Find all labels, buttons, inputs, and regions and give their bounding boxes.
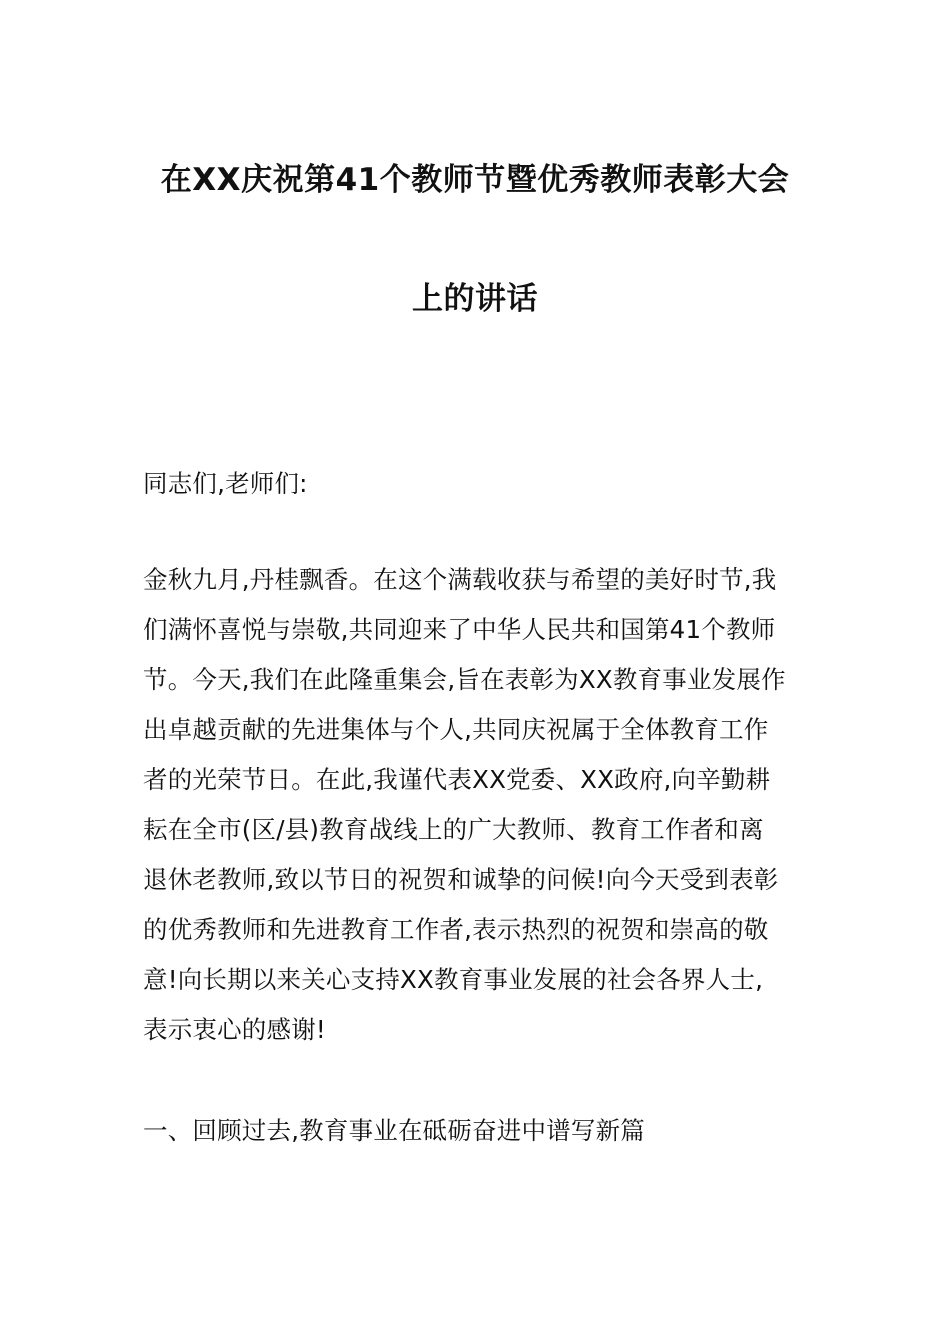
paragraph-line: 者的光荣节日。在此,我谨代表XX党委、XX政府,向辛勤耕 bbox=[143, 765, 771, 794]
paragraph-line: 节。今天,我们在此隆重集会,旨在表彰为XX教育事业发展作 bbox=[143, 665, 786, 694]
section-heading: 一、回顾过去,教育事业在砥砺奋进中谱写新篇 bbox=[143, 1116, 645, 1145]
salutation: 同志们,老师们: bbox=[143, 469, 308, 498]
paragraph-line: 们满怀喜悦与崇敬,共同迎来了中华人民共和国第41个教师 bbox=[143, 615, 776, 644]
paragraph-line: 的优秀教师和先进教育工作者,表示热烈的祝贺和崇高的敬 bbox=[143, 915, 769, 944]
paragraph-line: 退休老教师,致以节日的祝贺和诚挚的问候!向今天受到表彰 bbox=[143, 865, 779, 894]
document-title-line-2: 上的讲话 bbox=[412, 281, 538, 317]
document-title-line-1: 在XX庆祝第41个教师节暨优秀教师表彰大会 bbox=[160, 162, 790, 198]
paragraph-line: 表示衷心的感谢! bbox=[143, 1015, 326, 1044]
paragraph-line: 意!向长期以来关心支持XX教育事业发展的社会各界人士, bbox=[143, 965, 764, 994]
paragraph-line: 出卓越贡献的先进集体与个人,共同庆祝属于全体教育工作 bbox=[143, 715, 769, 744]
paragraph-line: 金秋九月,丹桂飘香。在这个满载收获与希望的美好时节,我 bbox=[143, 565, 777, 594]
paragraph-line: 耘在全市(区/县)教育战线上的广大教师、教育工作者和离 bbox=[143, 815, 764, 844]
